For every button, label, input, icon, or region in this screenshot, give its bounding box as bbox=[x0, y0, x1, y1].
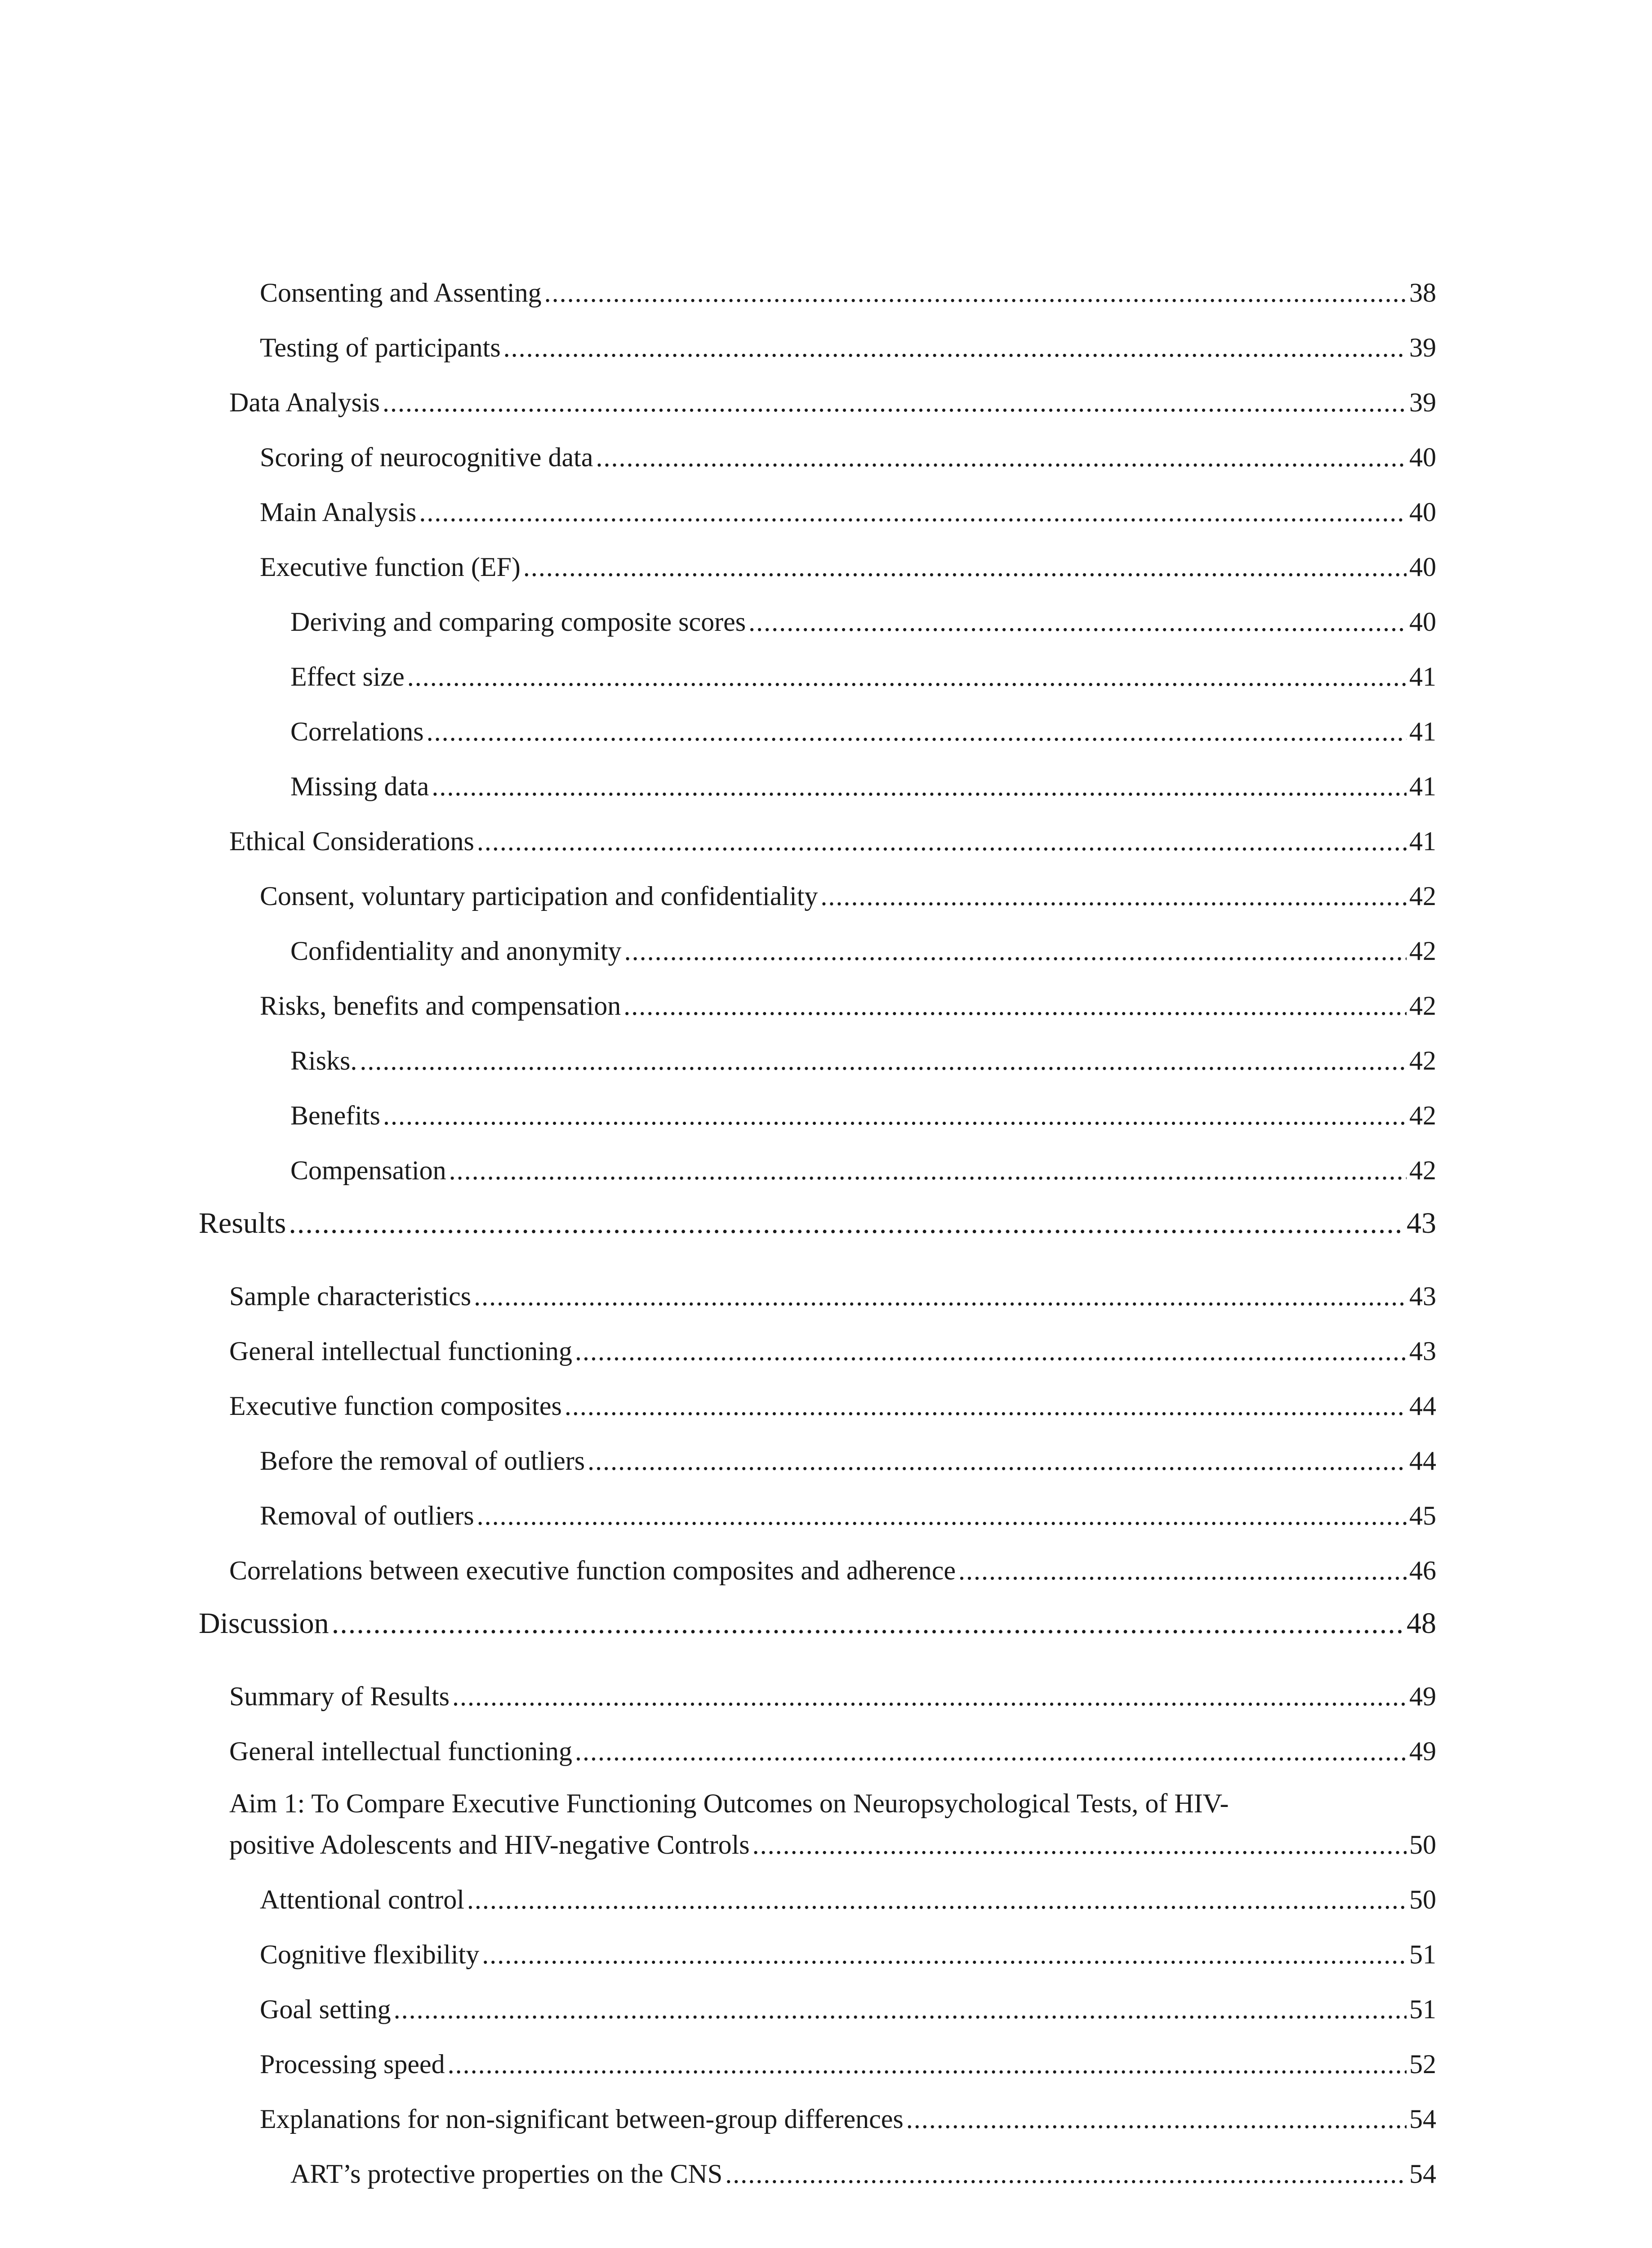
toc-entry-multiline[interactable] bbox=[0, 1789, 1652, 1865]
toc-page-number: 42 bbox=[1409, 881, 1436, 911]
toc-entry[interactable] bbox=[0, 437, 1652, 478]
toc-page-number: 42 bbox=[1409, 936, 1436, 966]
toc-page-number: 41 bbox=[1409, 826, 1436, 856]
toc-entry[interactable] bbox=[0, 766, 1652, 807]
toc-entry-title: Compensation bbox=[290, 1155, 446, 1185]
toc-entry-title: Summary of Results bbox=[229, 1682, 450, 1711]
leader-dots bbox=[906, 2098, 1407, 2140]
toc-entry[interactable] bbox=[0, 1150, 1652, 1191]
toc-entry-title: Processing speed bbox=[260, 2049, 445, 2079]
toc-entry-title: Data Analysis bbox=[229, 388, 380, 417]
toc-entry-title: Ethical Considerations bbox=[229, 826, 474, 856]
toc-entry-title: Consent, voluntary participation and confidentiality bbox=[260, 881, 818, 911]
toc-entry-title-line1: Aim 1: To Compare Executive Functioning Outcomes on Neuropsychological Tests, of HIV- bbox=[229, 1789, 1229, 1818]
toc-entry-title: Effect size bbox=[290, 662, 405, 691]
toc-entry[interactable] bbox=[0, 1330, 1652, 1372]
toc-page-number: 41 bbox=[1409, 717, 1436, 746]
toc-entry[interactable] bbox=[0, 1385, 1652, 1427]
toc-page-number: 49 bbox=[1409, 1736, 1436, 1766]
toc-entry-title: Discussion bbox=[199, 1607, 329, 1640]
toc-entry[interactable] bbox=[0, 1095, 1652, 1136]
toc-page-number: 42 bbox=[1409, 991, 1436, 1021]
leader-dots bbox=[523, 546, 1407, 588]
toc-entry-title: Testing of participants bbox=[260, 333, 501, 362]
leader-dots bbox=[624, 930, 1407, 972]
toc-entry-title: Explanations for non-significant between-group differences bbox=[260, 2104, 904, 2134]
leader-dots bbox=[449, 1150, 1407, 1191]
toc-entry-title: Consenting and Assenting bbox=[260, 278, 542, 308]
toc-entry[interactable] bbox=[0, 875, 1652, 917]
leader-dots bbox=[958, 1550, 1407, 1591]
toc-entry-title: Attentional control bbox=[260, 1885, 464, 1914]
toc-page-number: 42 bbox=[1409, 1046, 1436, 1075]
toc-entry[interactable] bbox=[0, 930, 1652, 972]
leader-dots bbox=[544, 272, 1407, 313]
toc-entry[interactable] bbox=[0, 1879, 1652, 1920]
leader-dots bbox=[623, 985, 1407, 1026]
toc-page-number: 40 bbox=[1409, 607, 1436, 637]
toc-entry[interactable] bbox=[0, 656, 1652, 697]
toc-entry[interactable] bbox=[0, 985, 1652, 1026]
toc-entry-title: Risks. bbox=[290, 1046, 357, 1075]
toc-entry-title: Correlations between executive function composites and adherence bbox=[229, 1556, 956, 1585]
toc-page-number: 44 bbox=[1409, 1391, 1436, 1421]
toc-page-number: 52 bbox=[1409, 2049, 1436, 2079]
toc-entry-title: Missing data bbox=[290, 772, 429, 801]
leader-dots bbox=[467, 1879, 1407, 1920]
leader-dots bbox=[725, 2153, 1407, 2194]
toc-page-number: 43 bbox=[1409, 1281, 1436, 1311]
toc-entry-title: Correlations bbox=[290, 717, 424, 746]
toc-page-number: 42 bbox=[1409, 1155, 1436, 1185]
leader-dots bbox=[575, 1330, 1407, 1372]
toc-entry[interactable] bbox=[0, 491, 1652, 533]
toc-entry-title: Executive function composites bbox=[229, 1391, 562, 1421]
leader-dots bbox=[394, 1989, 1407, 2030]
toc-entry[interactable] bbox=[0, 1934, 1652, 1975]
toc-entry-title: Scoring of neurocognitive data bbox=[260, 442, 593, 472]
leader-dots bbox=[452, 1676, 1407, 1717]
toc-page-number: 38 bbox=[1409, 278, 1436, 308]
toc-entry[interactable] bbox=[0, 1495, 1652, 1536]
toc-page-number: 43 bbox=[1409, 1336, 1436, 1366]
toc-entry-chapter[interactable] bbox=[0, 1603, 1652, 1644]
toc-page-number: 40 bbox=[1409, 497, 1436, 527]
toc-entry[interactable] bbox=[0, 546, 1652, 588]
toc-entry-title: General intellectual functioning bbox=[229, 1336, 573, 1366]
leader-dots bbox=[503, 327, 1407, 368]
toc-entry-title: positive Adolescents and HIV-negative Controls bbox=[229, 1830, 750, 1860]
toc-page-number: 46 bbox=[1409, 1556, 1436, 1585]
leader-dots bbox=[482, 1934, 1407, 1975]
leader-dots bbox=[820, 875, 1407, 917]
leader-dots bbox=[748, 601, 1407, 642]
leader-dots bbox=[477, 1495, 1407, 1536]
toc-entry-title: Results bbox=[199, 1207, 286, 1240]
leader-dots bbox=[448, 2043, 1407, 2085]
toc-page-number: 45 bbox=[1409, 1501, 1436, 1530]
toc-page-number: 54 bbox=[1409, 2104, 1436, 2134]
toc-entry-title: ART’s protective properties on the CNS bbox=[290, 2159, 723, 2189]
leader-dots bbox=[575, 1731, 1407, 1772]
toc-entry[interactable] bbox=[0, 2098, 1652, 2140]
toc-entry-title: Goal setting bbox=[260, 1994, 391, 2024]
leader-dots bbox=[419, 491, 1407, 533]
toc-entry[interactable] bbox=[0, 1550, 1652, 1591]
leader-dots bbox=[477, 821, 1407, 862]
toc-entry-title: Benefits bbox=[290, 1101, 380, 1130]
toc-entry[interactable] bbox=[0, 2043, 1652, 2085]
leader-dots bbox=[753, 1824, 1407, 1865]
toc-entry[interactable] bbox=[0, 1731, 1652, 1772]
toc-page-number: 51 bbox=[1409, 1994, 1436, 2024]
toc-page-number: 40 bbox=[1409, 442, 1436, 472]
leader-dots bbox=[596, 437, 1407, 478]
toc-entry[interactable] bbox=[0, 272, 1652, 313]
toc-page-number: 54 bbox=[1409, 2159, 1436, 2189]
toc-entry[interactable] bbox=[0, 1989, 1652, 2030]
leader-dots bbox=[427, 711, 1407, 752]
leader-dots bbox=[383, 1095, 1407, 1136]
toc-page-number: 39 bbox=[1409, 333, 1436, 362]
toc-entry[interactable] bbox=[0, 601, 1652, 642]
toc-entry[interactable] bbox=[0, 382, 1652, 423]
toc-page-number: 41 bbox=[1409, 772, 1436, 801]
leader-dots bbox=[588, 1440, 1407, 1481]
leader-dots bbox=[360, 1040, 1407, 1081]
toc-page-number: 39 bbox=[1409, 388, 1436, 417]
toc-entry-title: Confidentiality and anonymity bbox=[290, 936, 622, 966]
leader-dots bbox=[432, 766, 1407, 807]
toc-page-number: 50 bbox=[1409, 1830, 1436, 1860]
toc-entry[interactable] bbox=[0, 1440, 1652, 1481]
toc-entry[interactable] bbox=[0, 821, 1652, 862]
toc-entry-title: Sample characteristics bbox=[229, 1281, 472, 1311]
toc-entry[interactable] bbox=[0, 1276, 1652, 1317]
toc-entry-chapter[interactable] bbox=[0, 1203, 1652, 1244]
leader-dots bbox=[474, 1276, 1407, 1317]
toc-entry-title: Removal of outliers bbox=[260, 1501, 474, 1530]
toc-page-number: 44 bbox=[1409, 1446, 1436, 1476]
leader-dots bbox=[383, 382, 1407, 423]
toc-entry-title: Deriving and comparing composite scores bbox=[290, 607, 746, 637]
toc-page-number: 48 bbox=[1407, 1607, 1436, 1640]
toc-entry-title: Risks, benefits and compensation bbox=[260, 991, 621, 1021]
leader-dots bbox=[407, 656, 1407, 697]
toc-page-number: 51 bbox=[1409, 1940, 1436, 1969]
toc-entry-title: Cognitive flexibility bbox=[260, 1940, 480, 1969]
leader-dots bbox=[289, 1203, 1404, 1244]
toc-entry-title: Before the removal of outliers bbox=[260, 1446, 585, 1476]
toc-entry[interactable] bbox=[0, 2153, 1652, 2194]
toc-page-number: 42 bbox=[1409, 1101, 1436, 1130]
toc-entry[interactable] bbox=[0, 327, 1652, 368]
toc-entry-title: General intellectual functioning bbox=[229, 1736, 573, 1766]
toc-page-number: 41 bbox=[1409, 662, 1436, 691]
toc-entry-title: Main Analysis bbox=[260, 497, 417, 527]
toc-page-number: 49 bbox=[1409, 1682, 1436, 1711]
toc-page-number: 43 bbox=[1407, 1207, 1436, 1240]
toc-entry-title: Executive function (EF) bbox=[260, 552, 521, 582]
toc-page-number: 40 bbox=[1409, 552, 1436, 582]
toc-entry[interactable] bbox=[0, 1676, 1652, 1717]
leader-dots bbox=[565, 1385, 1407, 1427]
toc-entry[interactable] bbox=[0, 711, 1652, 752]
leader-dots bbox=[332, 1603, 1404, 1644]
toc-page-number: 50 bbox=[1409, 1885, 1436, 1914]
toc-entry[interactable] bbox=[0, 1040, 1652, 1081]
